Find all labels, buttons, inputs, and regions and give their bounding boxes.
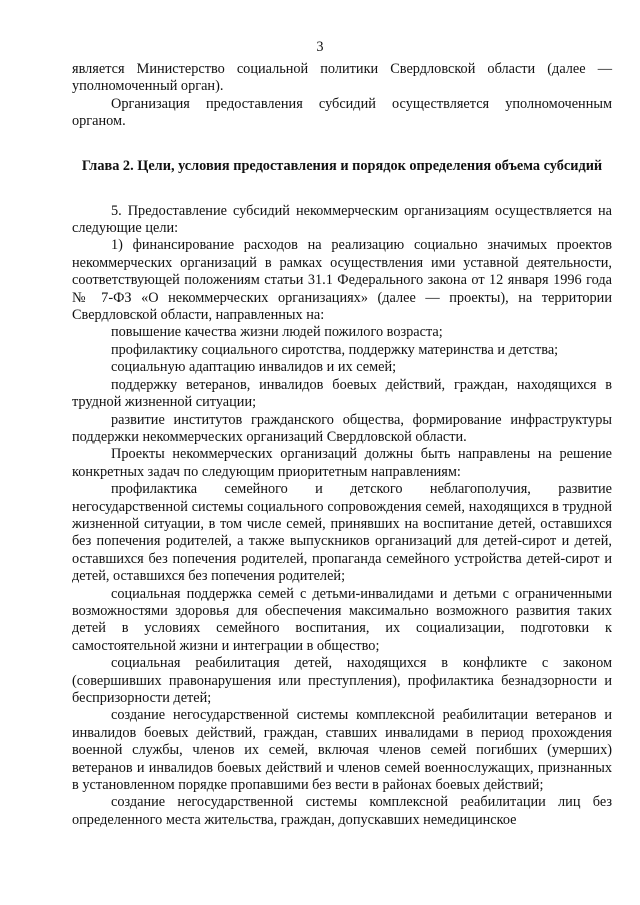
page-body — [72, 61, 612, 829]
paragraph: создание негосударственной системы комплексной реабилитации лиц без определенного места жительства, граждан, допускавших немедицинское — [72, 794, 612, 828]
paragraph: развитие институтов гражданского общества, формирование инфраструктуры поддержки некоммерческих организаций Свердловской области. — [72, 411, 612, 445]
paragraph: создание негосударственной системы комплексной реабилитации ветеранов и инвалидов боевых действий, граждан, ставших инвалидами в период прохождения военной службы, членов их семей, включая членов семей погибших (умерших) ветеранов и инвалидов боевых действий и членов семей военнослужащих, признанных в установленном порядке пропавшими без вести в районах боевых действий; — [72, 707, 612, 794]
intro-paragraph: Организация предоставления субсидий осуществляется уполномоченным органом. — [72, 95, 612, 130]
paragraph: 1) финансирование расходов на реализацию социально значимых проектов некоммерческих организаций в рамках осуществления ими уставной деятельности, соответствующей положениям статьи 31.1 Федерального закона от 12 января 1996 года № 7-ФЗ «О некоммерческих организациях» (далее — проекты), на территории Свердловской области, направленных на: — [72, 237, 612, 324]
paragraph: повышение качества жизни людей пожилого возраста; — [111, 324, 443, 341]
paragraph: профилактика семейного и детского неблагополучия, развитие негосударственной системы социального сопровождения семей, находящихся в трудной жизненной ситуации, в том числе семей, принявших на воспитание детей, оставшихся без попечения родителей, а также выпускников организаций для детей-сирот и детей, оставшихся без попечения родителей, пропаганда семейного устройства детей-сирот и детей, оставшихся без попечения родителей; — [72, 481, 612, 585]
paragraph: поддержку ветеранов, инвалидов боевых действий, граждан, находящихся в трудной жизненной ситуации; — [72, 376, 612, 411]
paragraph: профилактику социального сиротства, поддержку материнства и детства; — [111, 341, 559, 358]
intro-paragraph: является Министерство социальной политики Свердловской области (далее — уполномоченный орган). — [72, 61, 612, 95]
paragraph: социальная поддержка семей с детьми-инвалидами и детьми с ограниченными возможностями здоровья для обеспечения максимально возможного развития таких детей в условиях семейного воспитания, их социализации, подготовки к самостоятельной жизни и интеграции в общество; — [72, 585, 612, 654]
paragraph: Проекты некоммерческих организаций должны быть направлены на решение конкретных задач по следующим приоритетным направлениям: — [72, 446, 612, 480]
paragraph: социальная реабилитация детей, находящихся в конфликте с законом (совершивших правонарушения или преступления), профилактика безнадзорности и беспризорности детей; — [72, 655, 612, 706]
chapter-heading: Глава 2. Цели, условия предоставления и порядок определения объема субсидий — [81, 157, 603, 174]
paragraph: социальную адаптацию инвалидов и их семей; — [111, 359, 397, 376]
page-number: 3 — [316, 39, 324, 55]
paragraph: 5. Предоставление субсидий некоммерческим организациям осуществляется на следующие цели: — [72, 202, 612, 237]
